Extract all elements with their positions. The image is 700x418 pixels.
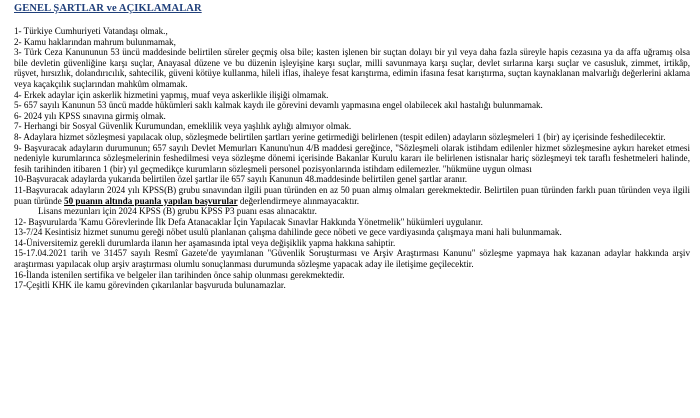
condition-11-end: değerlendirmeye alınmayacaktır. (237, 195, 360, 206)
conditions-list (14, 26, 690, 291)
condition-11-text: 11-Başvuracak adayların 2024 yılı KPSS(B) grubu sınavından ilgili puan türünden en az 50 puan almış olmaları gerekmektedir. Belirtilen puan türünden farklı puan türünden veya ilgili puan türünde (14, 184, 690, 206)
condition-14: 14-Üniversitemiz gerekli durumlarda ilanın her aşamasında iptal veya değişiklik yapma hakkına sahiptir. (14, 237, 396, 248)
condition-15: 15-17.04.2021 tarih ve 31457 sayılı Resmî Gazete'de yayımlanan "Güvenlik Soruşturması ve Arşiv Araştırması Kanunu" sözleşme yapmaya hak kazanan adaylar hakkında arşiv araştırması yapılacak olup arşiv araştırması olumlu sonuçlanması durumunda sözleşme yapacak aday ile iletişime geçilecektir. (14, 248, 690, 270)
condition-4: 4- Erkek adaylar için askerlik hizmetini yapmış, muaf veya askerlikle ilişiği olmamak. (14, 89, 329, 100)
condition-5: 5- 657 sayılı Kanunun 53 üncü madde hükümleri saklı kalmak kaydı ile görevini devamlı yapmasına engel olabilecek akıl hastalığı bulunmamak. (14, 100, 543, 111)
condition-11-note: Lisans mezunları için 2024 KPSS (B) grubu KPSS P3 puanı esas alınacaktır. (38, 206, 317, 217)
condition-3: 3- Türk Ceza Kanununun 53 üncü maddesinde belirtilen süreler geçmiş olsa bile; kasten işlenen bir suçtan dolayı bir yıl veya daha fazla süreyle hapis cezasına ya da affa uğramış olsa bile devletin güvenliğine karşı suçlar, Anayasal düzene ve bu düzenin işleyişine karşı suçlar, milli savunmaya karşı suçlar, devlet sırlarına karşı suçlar ve casusluk, zimmet, irtikâp, rüşvet, hırsızlık, dolandırıcılık, sahtecilik, güveni kötüye kullanma, hileli iflas, ihaleye fesat karıştırma, edimin ifasına fesat karıştırma, suçtan kaynaklanan malvarlığı değerlerini aklama veya kaçakçılık suçlarından mahkûm olmamak. (14, 47, 690, 89)
condition-7: 7- Herhangi bir Sosyal Güvenlik Kurumundan, emeklilik veya yaşlılık aylığı almıyor olmak. (14, 121, 352, 132)
condition-16: 16-İlanda istenilen sertifika ve belgeler ilan tarihinden önce sahip olunması gerekmektedir. (14, 269, 345, 280)
section-heading: GENEL ŞARTLAR ve AÇIKLAMALAR (14, 3, 202, 14)
condition-11-emphasis: 50 puanın altında puanla yapılan başvurular (64, 195, 238, 206)
condition-10: 10-Başvuracak adaylarda yukarıda belirtilen özel şartlar ile 657 sayılı Kanunun 48.maddesinde belirtilen genel şartlar aranır. (14, 174, 468, 185)
condition-12: 12- Başvurularda 'Kamu Görevlerinde İlk Defa Atanacaklar İçin Yapılacak Sınavlar Hakkında Yönetmelik" hükümleri uygulanır. (14, 216, 483, 227)
condition-9: 9- Başvuracak adayların durumunun; 657 sayılı Devlet Memurları Kanunu'nun 4/B maddesi gereğince, "Sözleşmeli olarak istihdam edilenler hizmet sözleşmesine aykırı hareket etmesi nedeniyle kurumlarınca sözleşmelerinin feshedilmesi veya sözleşme dönemi içerisinde Bakanlar Kurulu kararı ile belirlenen istisnalar hariç sözleşmeyi tek taraflı feshetmeleri halinde, fesih tarihinden itibaren 1 (bir) yıl geçmedikçe kurumların sözleşmeli personel pozisyonlarında istihdam edilemezler. "hükmüne uygun olması (14, 142, 690, 174)
condition-6: 6- 2024 yılı KPSS sınavına girmiş olmak. (14, 110, 166, 121)
condition-8: 8- Adaylara hizmet sözleşmesi yapılacak olup, sözleşmede belirtilen şartları yerine getirmediği belirlenen (tespit edilen) adayların sözleşmeleri 1 (bir) ay içerisinde feshedilecektir. (14, 131, 666, 142)
condition-2: 2- Kamu haklarından mahrum bulunmamak, (14, 36, 176, 47)
condition-1: 1- Türkiye Cumhuriyeti Vatandaşı olmak., (14, 26, 168, 36)
condition-11 (14, 185, 690, 206)
condition-13: 13-7/24 Kesintisiz hizmet sunumu gereği nöbet usulü planlanan çalışma dahilinde gece nöbeti ve gece vardiyasında çalışmaya mani hali bulunmamak. (14, 227, 562, 238)
condition-17: 17-Çeşitli KHK ile kamu görevinden çıkarılanlar başvuruda bulunamazlar. (14, 280, 286, 291)
